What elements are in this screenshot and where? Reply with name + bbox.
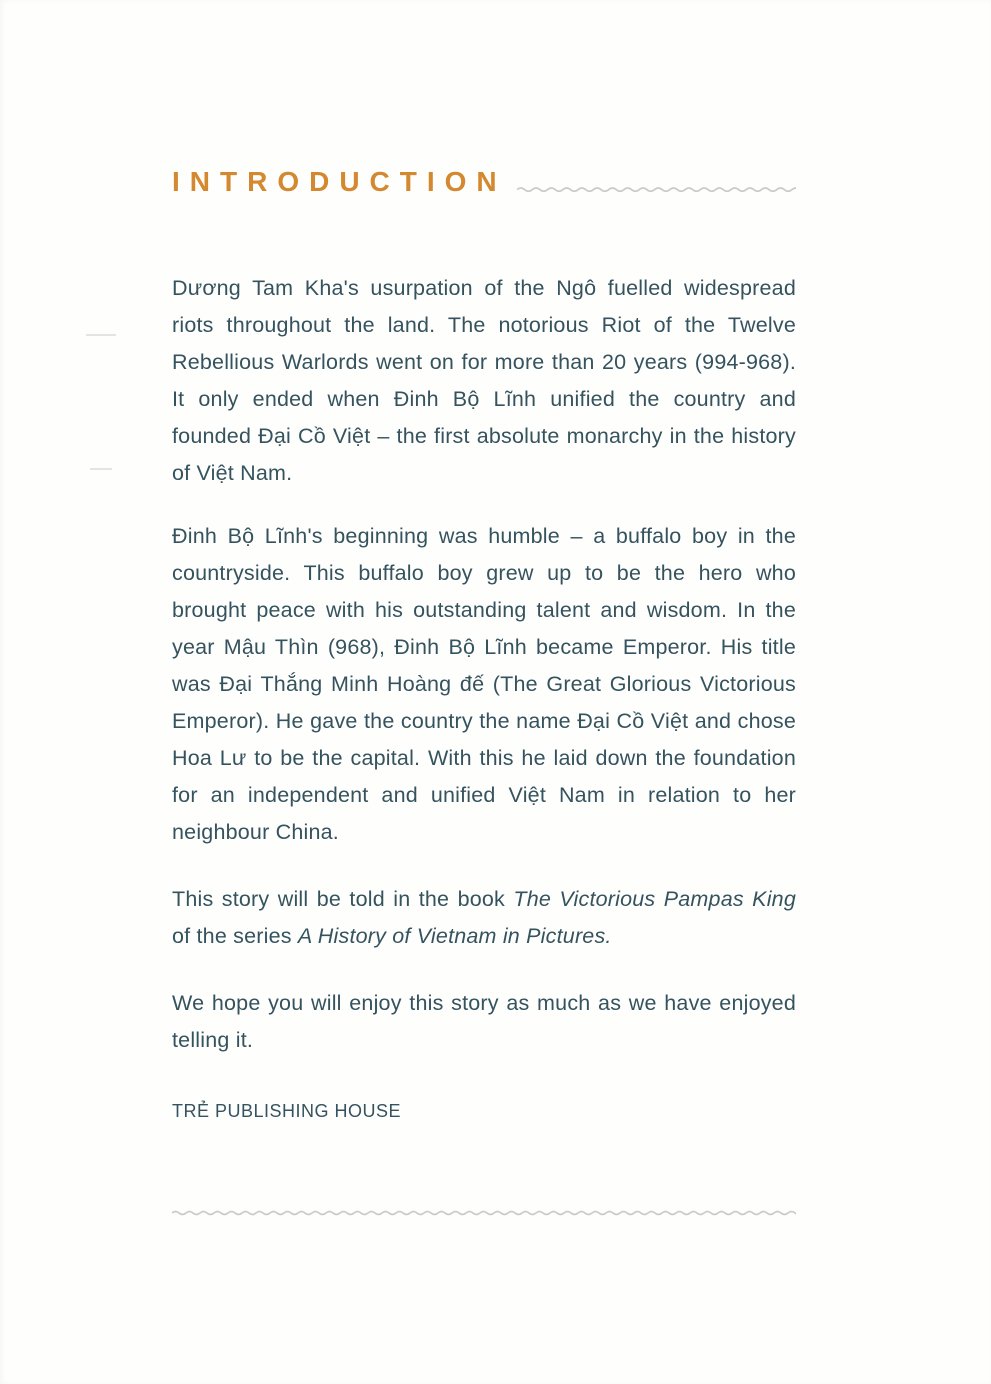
bottom-wave-holder [172,1206,796,1220]
title-row [172,168,796,196]
paragraph-4: We hope you will enjoy this story as much as we have enjoyed telling it. [172,991,796,1052]
paragraph-2: Đinh Bộ Lĩnh's beginning was humble – a buffalo boy in the countryside. This buffalo boy grew up to be the hero who brought peace with his outstanding talent and wisdom. In the year Mậu Thìn (968), Đinh Bộ Lĩnh became Emperor. His title was Đại Thắng Minh Hoàng đế (The Great Glorious Victorious Emperor). He gave the country the name Đại Cồ Việt and chose Hoa Lư to be the capital. With this he laid down the foundation for an independent and unified Việt Nam in relation to her neighbour China. [172,524,796,844]
paragraph-1: Dương Tam Kha's usurpation of the Ngô fuelled widespread riots throughout the land. The notorious Riot of the Twelve Rebellious Warlords went on for more than 20 years (994-968). It only ended when Đinh Bộ Lĩnh unified the country and founded Đại Cồ Việt – the first absolute monarchy in the history of Việt Nam. [172,276,796,485]
scan-artifact [90,468,112,470]
title-wavy-line-decoration [517,182,796,195]
page-title: INTRODUCTION [172,166,507,197]
body-text [172,270,796,1059]
publisher-line: TRẺ PUBLISHING HOUSE [172,1101,402,1121]
page-content [172,168,796,1122]
paragraph-3: This story will be told in the book The Victorious Pampas King of the series A History of Vietnam in Pictures. [172,887,796,948]
scan-artifact [86,334,116,336]
bottom-wavy-line-decoration [172,1206,796,1220]
